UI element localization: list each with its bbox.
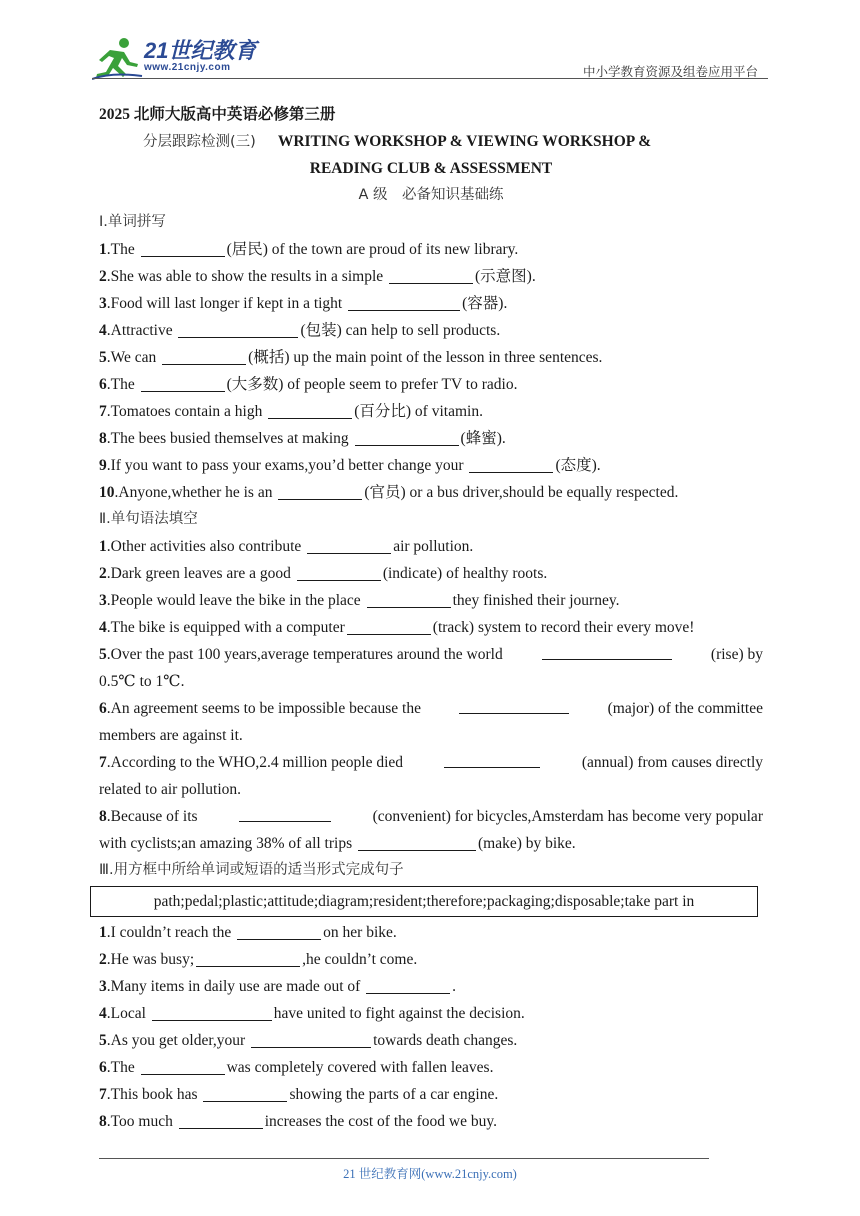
question-number: 5	[99, 349, 107, 366]
question-item	[99, 641, 763, 668]
question-text: .The bike is equipped with a computer	[106, 619, 345, 636]
doc-title: 2025 北师大版高中英语必修第三册	[99, 106, 336, 123]
subtitle-en-2: READING CLUB & ASSESSMENT	[309, 160, 553, 177]
question-text: .Because of its	[106, 808, 198, 825]
question-text-tail: (包装) can help to sell products.	[300, 322, 501, 339]
question-number: 7	[99, 754, 107, 771]
logo-text: 21世纪教育	[144, 38, 257, 63]
question-text-tail: (蜂蜜).	[460, 430, 506, 447]
question-item	[99, 587, 763, 614]
answer-blank[interactable]	[251, 1029, 371, 1048]
question-text: .He was busy;	[106, 951, 195, 968]
question-number: 8	[99, 1113, 107, 1130]
question-item	[99, 290, 763, 317]
question-item	[99, 749, 763, 776]
question-text: .Other activities also contribute	[106, 538, 306, 555]
question-text-tail: (make) by bike.	[477, 835, 576, 852]
question-item	[99, 695, 763, 722]
question-item	[99, 398, 763, 425]
section-2-items	[99, 533, 763, 857]
question-item	[99, 1081, 763, 1108]
answer-blank[interactable]	[141, 373, 225, 392]
question-item	[99, 946, 763, 973]
question-item	[99, 371, 763, 398]
question-text-tail: towards death changes.	[373, 1032, 518, 1049]
question-number: 9	[99, 457, 107, 474]
question-text: .This book has	[106, 1086, 202, 1103]
question-text-tail: (容器).	[462, 295, 508, 312]
question-text-tail: (annual) from causes directly	[581, 754, 763, 771]
section-3-items	[99, 919, 763, 1135]
question-text-tail: showing the parts of a car engine.	[289, 1086, 499, 1103]
question-item	[99, 452, 763, 479]
question-item	[99, 479, 763, 506]
question-item	[99, 1027, 763, 1054]
question-text-tail: (态度).	[555, 457, 601, 474]
question-text-tail: (居民) of the town are proud of its new library.	[226, 241, 519, 258]
question-number: 1	[99, 924, 107, 941]
question-number: 7	[99, 403, 107, 420]
section-1-items	[99, 236, 763, 506]
answer-blank[interactable]	[141, 1056, 225, 1075]
question-number: 7	[99, 1086, 107, 1103]
question-number: 8	[99, 808, 107, 825]
question-text-tail: (major) of the committee	[607, 700, 763, 717]
question-number: 5	[99, 646, 107, 663]
question-text-tail: .	[452, 978, 457, 995]
question-text-tail: they finished their journey.	[452, 592, 620, 609]
question-text: .The bees busied themselves at making	[106, 430, 353, 447]
question-text-lead	[99, 695, 421, 722]
section-1-heading: Ⅰ.单词拼写	[99, 214, 166, 230]
question-text: .The	[106, 241, 139, 258]
doc-subtitle	[99, 128, 763, 155]
answer-blank[interactable]	[459, 695, 569, 714]
question-text: .The	[106, 376, 139, 393]
question-continuation: members are against it.	[99, 727, 243, 744]
section-3-heading: Ⅲ.用方框中所给单词或短语的适当形式完成句子	[99, 862, 404, 878]
footer-text: 21 世纪教育网(www.21cnjy.com)	[343, 1167, 517, 1181]
subtitle-cn: 分层跟踪检测(三)	[143, 134, 256, 150]
question-text: .An agreement seems to be impossible because the	[106, 700, 421, 717]
question-number: 6	[99, 1059, 107, 1076]
answer-blank[interactable]	[348, 292, 460, 311]
question-text-lead	[99, 641, 503, 668]
question-text: .We can	[106, 349, 161, 366]
answer-blank[interactable]	[358, 832, 476, 851]
question-item	[99, 1000, 763, 1027]
question-text-tail: (indicate) of healthy roots.	[382, 565, 548, 582]
question-number: 3	[99, 592, 107, 609]
question-text-tail: ,he couldn’t come.	[302, 951, 418, 968]
question-number: 10	[99, 484, 115, 501]
logo-url: www.21cnjy.com	[144, 62, 231, 73]
question-text: .I couldn’t reach the	[106, 924, 236, 941]
question-item	[99, 560, 763, 587]
answer-blank[interactable]	[179, 1110, 263, 1129]
header-platform-text: 中小学教育资源及组卷应用平台	[582, 64, 758, 79]
question-text: .According to the WHO,2.4 million people died	[106, 754, 404, 771]
question-item	[99, 803, 763, 830]
answer-blank[interactable]	[278, 481, 362, 500]
question-number: 4	[99, 619, 107, 636]
question-item	[99, 263, 763, 290]
answer-blank[interactable]	[196, 948, 300, 967]
section-2-heading: Ⅱ.单句语法填空	[99, 511, 198, 527]
answer-blank[interactable]	[203, 1083, 287, 1102]
question-number: 3	[99, 978, 107, 995]
answer-blank[interactable]	[444, 749, 540, 768]
subtitle-en: WRITING WORKSHOP & VIEWING WORKSHOP &	[277, 133, 652, 150]
question-text: .Over the past 100 years,average temperatures around the world	[106, 646, 503, 663]
answer-blank[interactable]	[239, 803, 331, 822]
answer-blank[interactable]	[389, 265, 473, 284]
question-item	[99, 1108, 763, 1135]
question-continuation: related to air pollution.	[99, 781, 242, 798]
question-number: 6	[99, 376, 107, 393]
question-item	[99, 1054, 763, 1081]
header	[92, 28, 768, 80]
question-item	[99, 973, 763, 1000]
question-text-tail: (示意图).	[475, 268, 536, 285]
question-text-tail: air pollution.	[393, 538, 474, 555]
question-text-tail: was completely covered with fallen leaves.	[226, 1059, 494, 1076]
question-item	[99, 344, 763, 371]
question-text: .People would leave the bike in the place	[106, 592, 365, 609]
question-text-tail: on her bike.	[323, 924, 397, 941]
question-text: .Many items in daily use are made out of	[106, 978, 365, 995]
question-number: 6	[99, 700, 107, 717]
question-text: .Dark green leaves are a good	[106, 565, 295, 582]
question-text-tail: increases the cost of the food we buy.	[264, 1113, 497, 1130]
question-number: 2	[99, 951, 107, 968]
question-text: .Anyone,whether he is an	[114, 484, 277, 501]
question-text: .Too much	[106, 1113, 177, 1130]
answer-blank[interactable]	[347, 616, 431, 635]
answer-blank[interactable]	[367, 589, 451, 608]
question-continuation: 0.5℃ to 1℃.	[99, 673, 185, 690]
question-item	[99, 614, 763, 641]
word-box: path;pedal;plastic;attitude;diagram;resident;therefore;packaging;disposable;take part in	[90, 886, 758, 917]
question-text: .The	[106, 1059, 139, 1076]
question-text: .Attractive	[106, 322, 177, 339]
question-text: .Tomatoes contain a high	[106, 403, 267, 420]
answer-blank[interactable]	[297, 562, 381, 581]
question-number: 1	[99, 241, 107, 258]
question-text-tail: (rise) by	[710, 646, 763, 663]
question-number: 2	[99, 268, 107, 285]
question-text: with cyclists;an amazing 38% of all trips	[99, 835, 356, 852]
answer-blank[interactable]	[307, 535, 391, 554]
question-item	[99, 919, 763, 946]
question-number: 1	[99, 538, 107, 555]
question-number: 4	[99, 322, 107, 339]
question-text-tail: (概括) up the main point of the lesson in three sentences.	[248, 349, 603, 366]
question-number: 8	[99, 430, 107, 447]
question-item	[99, 533, 763, 560]
question-text-tail: have united to fight against the decision.	[273, 1005, 525, 1022]
question-item	[99, 317, 763, 344]
question-text: .As you get older,your	[106, 1032, 250, 1049]
question-number: 4	[99, 1005, 107, 1022]
question-text-tail: (track) system to record their every move!	[432, 619, 695, 636]
answer-blank[interactable]	[141, 238, 225, 257]
answer-blank[interactable]	[237, 921, 321, 940]
question-text: .Local	[106, 1005, 150, 1022]
question-text: .If you want to pass your exams,you’d better change your	[106, 457, 468, 474]
level-heading: A 级 必备知识基础练	[358, 187, 504, 203]
answer-blank[interactable]	[366, 975, 450, 994]
question-text: .She was able to show the results in a simple	[106, 268, 387, 285]
question-text-tail: (官员) or a bus driver,should be equally respected.	[364, 484, 679, 501]
runner-logo-icon	[92, 36, 144, 80]
question-text-tail: (大多数) of people seem to prefer TV to radio.	[226, 376, 518, 393]
question-text-lead	[99, 749, 403, 776]
document-body	[99, 101, 763, 1135]
question-item	[99, 425, 763, 452]
answer-blank[interactable]	[178, 319, 298, 338]
answer-blank[interactable]	[162, 346, 246, 365]
question-continuation	[99, 830, 763, 857]
question-number: 3	[99, 295, 107, 312]
question-number: 2	[99, 565, 107, 582]
answer-blank[interactable]	[152, 1002, 272, 1021]
question-text-tail: (百分比) of vitamin.	[354, 403, 483, 420]
answer-blank[interactable]	[268, 400, 352, 419]
question-text: .Food will last longer if kept in a tight	[106, 295, 347, 312]
question-text-tail: (convenient) for bicycles,Amsterdam has become very popular	[372, 808, 763, 825]
answer-blank[interactable]	[542, 641, 672, 660]
header-divider	[92, 78, 768, 79]
answer-blank[interactable]	[355, 427, 459, 446]
answer-blank[interactable]	[469, 454, 553, 473]
question-number: 5	[99, 1032, 107, 1049]
question-text-lead	[99, 803, 198, 830]
question-item	[99, 236, 763, 263]
footer-divider	[99, 1158, 709, 1159]
